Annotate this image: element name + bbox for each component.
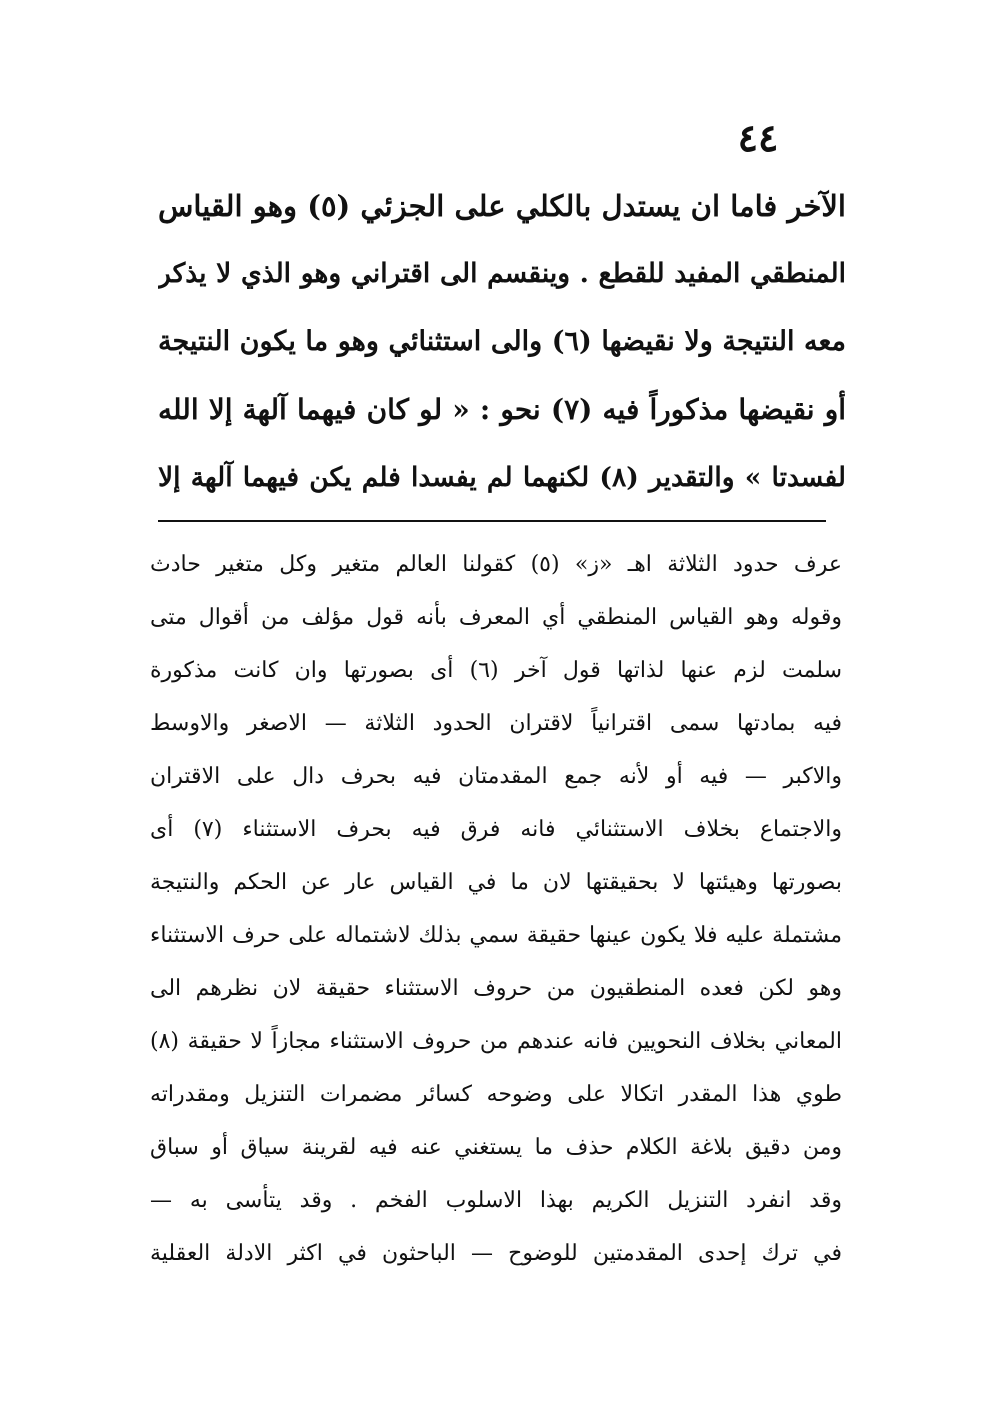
footnotes-block [150, 538, 842, 1280]
footnote-line: بصورتها وهيئتها لا بحقيقتها لان ما في القياس عار عن الحكم والنتيجة [150, 870, 842, 895]
main-text-line: معه النتيجة ولا نقيضها (٦) والى استثنائي وهو ما يكون النتيجة [158, 326, 846, 357]
footnote-line: ومن دقيق بلاغة الكلام حذف ما يستغني عنه فيه لقرينة سياق أو سباق [150, 1135, 842, 1160]
page-number: ٤٤ [737, 115, 779, 160]
footnote-divider [158, 520, 826, 522]
footnote-line: فيه بمادتها سمى اقترانياً لاقتران الحدود الثلاثة — الاصغر والاوسط [150, 711, 842, 736]
footnote-line: وهو لكن فعده المنطقيون من حروف الاستثناء حقيقة لان نظرهم الى [150, 976, 842, 1001]
main-text-line: لفسدتا » والتقدير (٨) لكنهما لم يفسدا فلم يكن فيهما آلهة إلا [158, 462, 846, 493]
footnote-line: عرف حدود الثلاثة اهـ «ز» (٥) كقولنا العالم متغير وكل متغير حادث [150, 552, 842, 577]
footnote-line: سلمت لزم عنها لذاتها قول آخر (٦) أى بصورتها وان كانت مذكورة [150, 658, 842, 683]
footnote-line: المعاني بخلاف النحويين فانه عندهم من حروف الاستثناء مجازاً لا حقيقة (٨) [150, 1029, 842, 1054]
main-text-line: أو نقيضها مذكوراً فيه (٧) نحو : « لو كان فيهما آلهة إلا الله [158, 393, 846, 426]
footnote-line: مشتملة عليه فلا يكون عينها حقيقة سمي بذلك لاشتماله على حرف الاستثناء [150, 923, 842, 948]
footnote-line: والاجتماع بخلاف الاستثنائي فانه فرق فيه بحرف الاستثناء (٧) أى [150, 817, 842, 842]
footnote-line: والاكبر — فيه أو لأنه جمع المقدمتان فيه بحرف دال على الاقتران [150, 764, 842, 789]
main-text-line: الآخر فاما ان يستدل بالكلي على الجزئي (٥) وهو القياس [158, 189, 846, 223]
footnote-line: طوي هذا المقدر اتكالا على وضوحه كسائر مضمرات التنزيل ومقدراته [150, 1082, 842, 1107]
footnote-line: وقوله وهو القياس المنطقي أي المعرف بأنه قول مؤلف من أقوال متى [150, 605, 842, 630]
main-text-line: المنطقي المفيد للقطع . وينقسم الى اقتراني وهو الذي لا يذكر [158, 258, 846, 289]
footnote-line: في ترك إحدى المقدمتين للوضوح — الباحثون في اكثر الادلة العقلية [150, 1241, 842, 1266]
footnote-line: وقد انفرد التنزيل الكريم بهذا الاسلوب الفخم . وقد يتأسى به — [150, 1188, 842, 1213]
main-text-block [158, 172, 846, 512]
